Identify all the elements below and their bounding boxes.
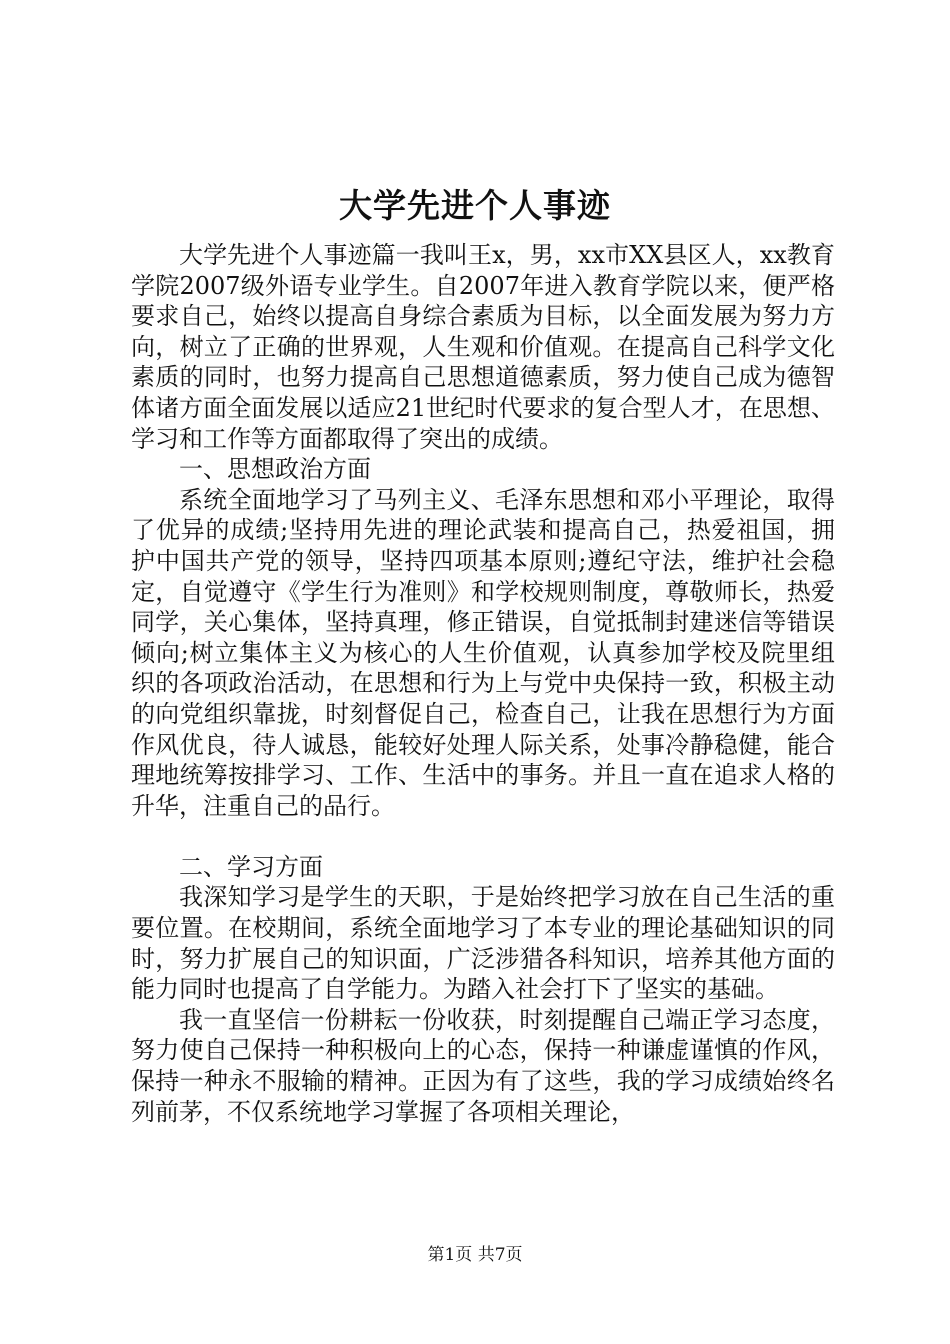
section-heading-ideology: 一、思想政治方面 xyxy=(179,455,371,484)
paragraph-ideology: 系统全面地学习了马列主义、毛泽东思想和邓小平理论，取得了优异的成绩;坚持用先进的理论武装和提高自己，热爱祖国，拥护中国共产党的领导，坚持四项基本原则;遵纪守法，维护社会稳定，自觉遵守《学生行为准则》和学校规则制度，尊敬师长，热爱同学，关心集体，坚持真理，修正错误，自觉抵制封建迷信等错误倾向;树立集体主义为核心的人生价值观，认真参加学校及院里组织的各项政治活动，在思想和行为上与党中央保持一致，积极主动的向党组织靠拢，时刻督促自己，检查自己，让我在思想行为方面作风优良，待人诚恳，能较好处理人际关系，处事冷静稳健，能合理地统筹按排学习、工作、生活中的事务。并且一直在追求人格的升华，注重自己的品行。 xyxy=(131,485,835,820)
document-body xyxy=(131,240,835,1127)
paragraph-study-1: 我深知学习是学生的天职，于是始终把学习放在自己生活的重要位置。在校期间，系统全面地学习了本专业的理论基础知识的同时，努力扩展自己的知识面，广泛涉猎各科知识，培养其他方面的能力同时也提高了自学能力。为踏入社会打下了坚实的基础。 xyxy=(131,883,835,1004)
section-heading-study: 二、学习方面 xyxy=(179,852,323,881)
document-title: 大学先进个人事迹 xyxy=(339,186,611,225)
page-total: 共7页 xyxy=(477,1245,523,1265)
paragraph-intro: 大学先进个人事迹篇一我叫王x，男，xx市XX县区人，xx教育学院2007级外语专业学生。自2007年进入教育学院以来，便严格要求自己，始终以提高自身综合素质为目标，以全面发展为努力方向，树立了正确的世界观，人生观和价值观。在提高自己科学文化素质的同时，也努力提高自己思想道德素质，努力使自己成为德智体诸方面全面发展以适应21世纪时代要求的复合型人才，在思想、学习和工作等方面都取得了突出的成绩。 xyxy=(131,241,835,453)
paragraph-study-2: 我一直坚信一份耕耘一份收获，时刻提醒自己端正学习态度，努力使自己保持一种积极向上的心态，保持一种谦虚谨慎的作风，保持一种永不服输的精神。正因为有了这些，我的学习成绩始终名列前茅，不仅系统地学习掌握了各项相关理论， xyxy=(131,1005,835,1126)
page-footer xyxy=(0,1244,950,1266)
page-number: 第1页 xyxy=(427,1245,473,1265)
